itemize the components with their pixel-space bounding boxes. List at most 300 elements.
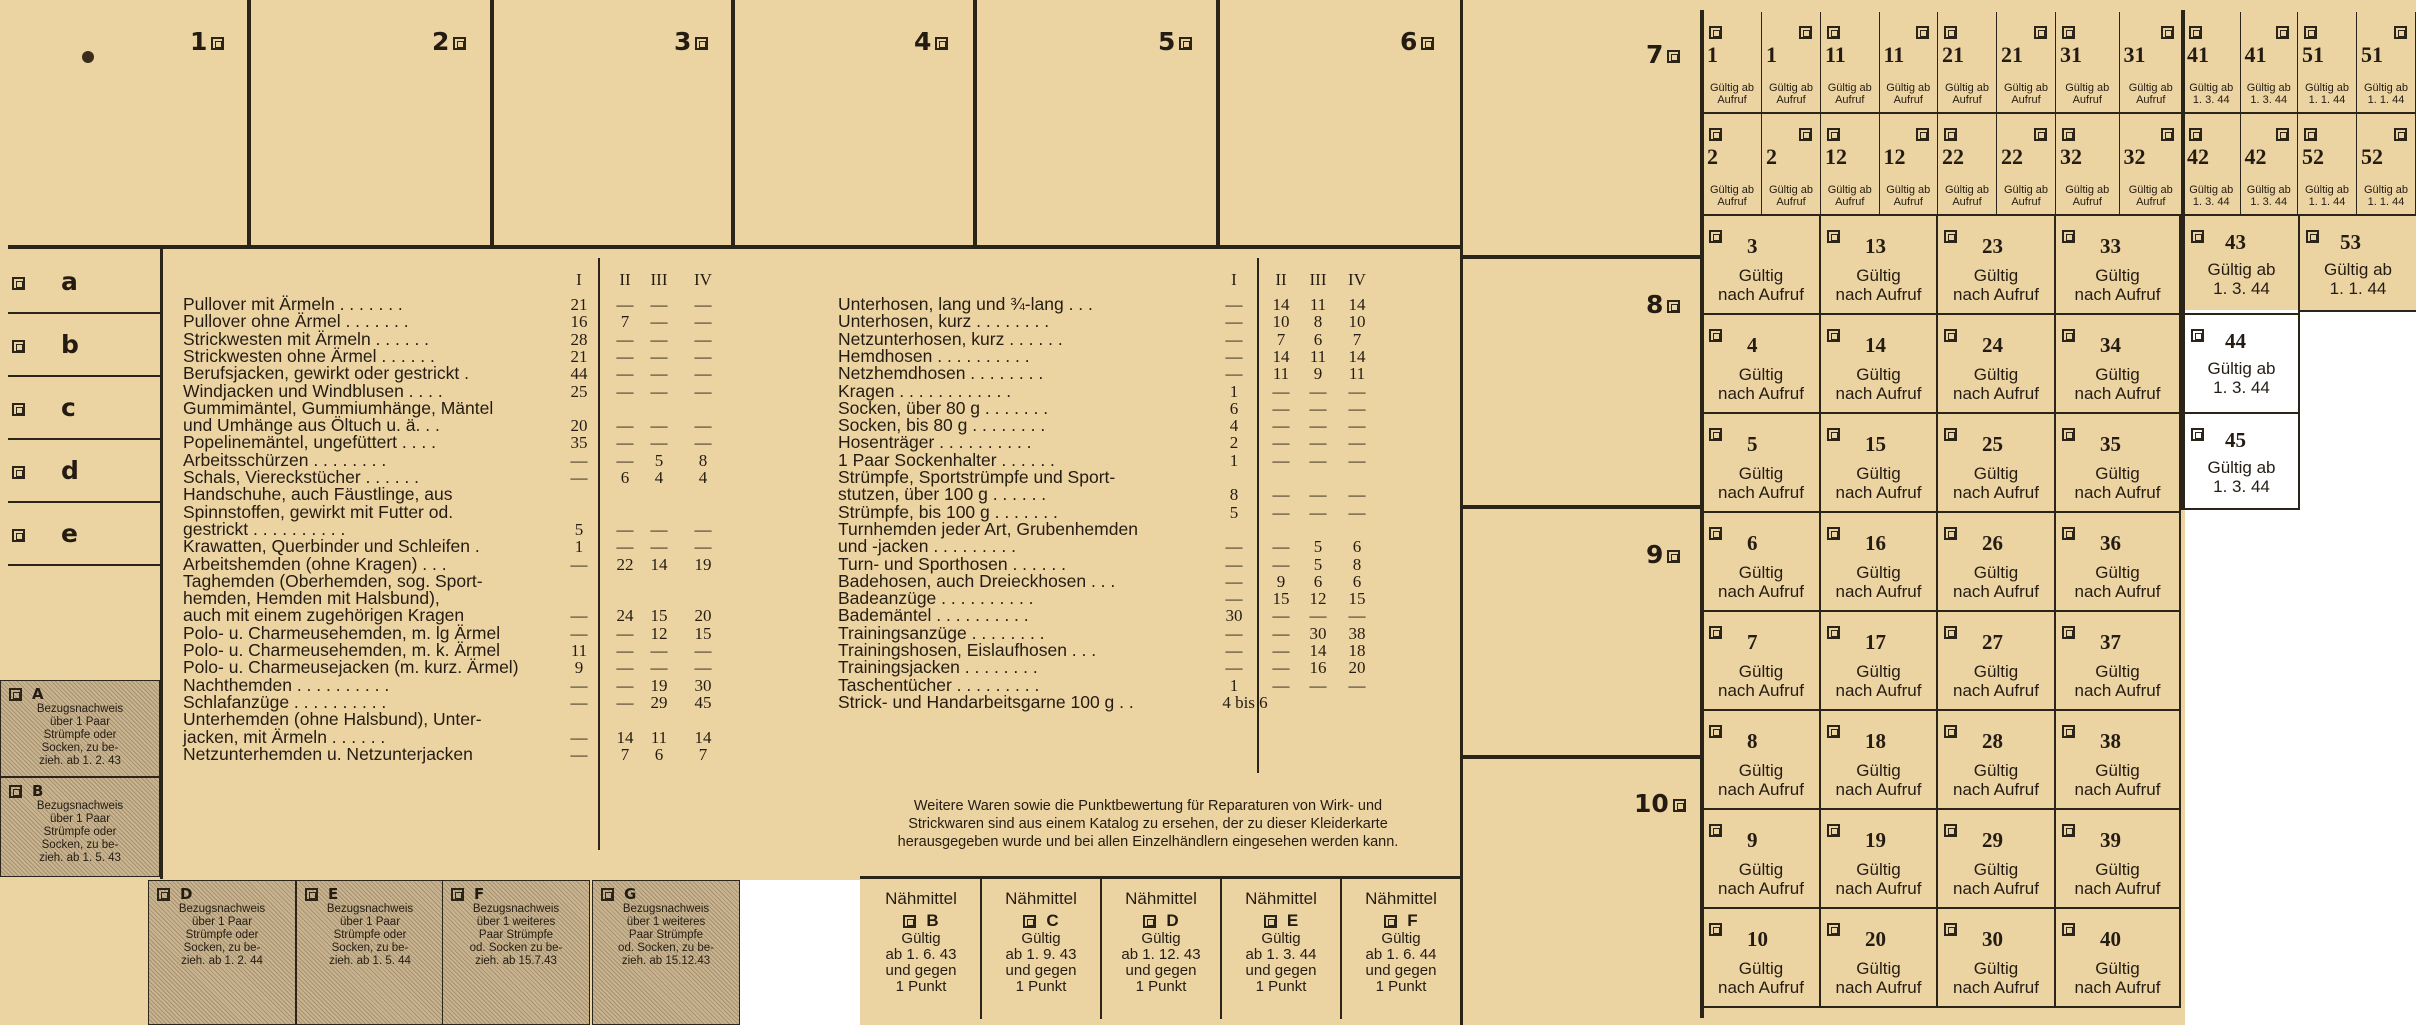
table-item-value: —	[694, 364, 712, 384]
coupon-symbol-icon	[1944, 923, 1957, 936]
table-item-value: —	[570, 727, 588, 747]
section-number-text: 7	[1646, 40, 1664, 69]
table-item-value: —	[650, 519, 668, 539]
naehmittel-line: und gegen	[885, 962, 957, 979]
table-item-label: Popelinemäntel, ungefüttert . . . .	[183, 432, 436, 453]
row-divider	[8, 501, 160, 503]
coupon-symbol-icon	[2062, 626, 2075, 639]
table-item-label: Badehosen, auch Dreieckhosen . . .	[838, 570, 1116, 591]
aufruf-coupon-symbol	[2062, 919, 2075, 938]
bezugsnachweis-line: Paar Strümpfe	[628, 929, 704, 941]
coupon-symbol-icon	[1827, 26, 1840, 39]
section-divider	[1463, 505, 1703, 509]
aufruf-coupon-text	[2056, 662, 2179, 700]
table-item-value: —	[694, 641, 712, 660]
bezugsnachweis-line: Strümpfe oder	[43, 729, 117, 741]
aufruf-coupon-symbol	[1944, 622, 1957, 641]
catalog-note-line: Strickwaren sind aus einem Katalog zu ersehen, der zu dieser Kleiderkarte	[908, 816, 1388, 832]
bezugsnachweis-line: Bezugsnachweis	[326, 903, 414, 915]
table-item-value: 16	[570, 312, 588, 332]
naehmittel-letter-text: B	[926, 911, 939, 930]
table-item-label: Taghemden (Oberhemden, sog. Sport-	[183, 570, 483, 591]
table-item-value: 1	[1229, 675, 1239, 695]
small-coupon-symbol	[1709, 22, 1722, 41]
aufruf-coupon-line: nach Aufruf	[1952, 780, 2039, 799]
aufruf-coupon	[1703, 909, 1821, 1008]
aufruf-coupon-number: 34	[2100, 333, 2121, 357]
aufruf-coupon-number: 20	[1865, 927, 1886, 951]
coupon-symbol-icon	[2276, 26, 2289, 39]
small-coupon	[1703, 114, 1762, 216]
coupon-symbol-icon	[2062, 128, 2075, 141]
small-coupon	[1821, 114, 1880, 216]
aufruf-coupon-number: 36	[2100, 531, 2121, 555]
table-item-value: 11	[1348, 364, 1366, 384]
naehmittel-line: Gültig	[1141, 930, 1181, 947]
aufruf-coupon	[1703, 513, 1821, 612]
aufruf-coupon-line: nach Aufruf	[1835, 681, 1922, 700]
small-coupon	[1880, 114, 1939, 216]
aufruf-coupon-symbol	[1827, 721, 1840, 740]
small-coupon-number: 1	[1707, 42, 1718, 67]
table-item-value: 14	[1309, 641, 1327, 660]
small-coupon-line: Gültig ab	[2363, 82, 2409, 94]
bezugsnachweis-letter	[601, 885, 636, 903]
aufruf-coupon-symbol	[2062, 622, 2075, 641]
naehmittel-letter-text: F	[1407, 911, 1418, 930]
aufruf-coupon-symbol	[1944, 325, 1957, 344]
aufruf-coupon	[1703, 810, 1821, 909]
coupon-symbol-icon	[1143, 915, 1156, 928]
aufruf-coupon-line: Gültig	[1856, 563, 1901, 582]
small-coupon-symbol	[1709, 124, 1722, 143]
table-column-header: II	[619, 270, 631, 289]
small-coupon	[1762, 114, 1821, 216]
table-item-value: 6	[1313, 571, 1323, 591]
naehmittel-coupon	[1102, 879, 1222, 1019]
coupon-symbol-icon	[1673, 799, 1686, 812]
top-box-number-text: 2	[432, 27, 450, 56]
table-item-value: 15	[1272, 589, 1290, 609]
aufruf-coupon-line: nach Aufruf	[1835, 582, 1922, 601]
table-item-label: Strickwesten mit Ärmeln . . . . . .	[183, 328, 430, 349]
bezugsnachweis-letter	[9, 685, 44, 703]
table-item-value: 8	[698, 450, 708, 470]
table-item-value: —	[650, 381, 668, 401]
coupon-symbol-icon	[1944, 626, 1957, 639]
aufruf-coupon-line: nach Aufruf	[1717, 879, 1804, 898]
naehmittel-line: ab 1. 6. 43	[885, 946, 957, 963]
table-item-value: 5	[1313, 537, 1323, 557]
table-item-value: —	[570, 744, 588, 764]
aufruf-coupon-line: nach Aufruf	[2074, 384, 2161, 403]
aufruf-coupon	[1821, 810, 1938, 909]
aufruf-coupon-symbol	[1827, 424, 1840, 443]
coupon-symbol-icon	[1264, 915, 1277, 928]
top-box-number	[190, 27, 224, 56]
small-coupon-symbol	[2276, 22, 2289, 41]
extra-coupon-symbol	[2191, 325, 2204, 344]
punch-hole	[82, 51, 94, 63]
small-coupon-line: Aufruf	[1893, 94, 1923, 106]
extra-coupon-symbol	[2191, 424, 2204, 443]
table-column-header: III	[650, 270, 668, 289]
aufruf-coupon	[2056, 810, 2181, 909]
table-item-value: —	[1272, 381, 1290, 401]
small-coupon-line: Gültig ab	[2363, 184, 2409, 196]
coupon-symbol-icon	[1709, 824, 1722, 837]
small-coupon-number: 21	[1942, 42, 1964, 67]
aufruf-coupon-text	[1821, 464, 1936, 502]
aufruf-coupon-number: 14	[1865, 333, 1886, 357]
aufruf-coupon	[1703, 216, 1821, 315]
aufruf-coupon-text	[1821, 959, 1936, 997]
aufruf-coupon-text	[1938, 761, 2054, 799]
bezugsnachweis-coupon	[0, 777, 160, 877]
top-box-divider	[490, 0, 494, 245]
table-item-value: 14	[650, 554, 668, 574]
extra-coupon-line: 1. 3. 44	[2213, 378, 2270, 397]
small-coupon-number: 31	[2123, 42, 2146, 67]
table-item-value: —	[1309, 450, 1327, 470]
naehmittel-heading: Nähmittel	[885, 889, 957, 908]
coupon-symbol-icon	[2161, 26, 2174, 39]
aufruf-coupon-line: Gültig	[1738, 860, 1784, 879]
section-divider	[1463, 255, 1703, 259]
catalog-note-line: Weitere Waren sowie die Punktbewertung für Reparaturen von Wirk- und	[913, 798, 1383, 814]
small-coupon-symbol	[1944, 124, 1957, 143]
table-item-value: 28	[570, 329, 588, 349]
row-divider	[8, 375, 160, 377]
table-item-value: 11	[1309, 295, 1327, 314]
table-item-value: 12	[650, 623, 668, 643]
small-coupon-line: Aufruf	[1776, 94, 1806, 106]
aufruf-coupon-number: 38	[2100, 729, 2121, 753]
top-box-divider	[1216, 0, 1220, 245]
extra-coupon-line: Gültig ab	[2207, 458, 2276, 477]
aufruf-coupon-line: Gültig	[2095, 464, 2140, 483]
aufruf-coupon-line: nach Aufruf	[1952, 483, 2039, 502]
small-coupon-symbol	[2276, 124, 2289, 143]
naehmittel-line: 1 Punkt	[1135, 978, 1187, 995]
table-item-value: 11	[650, 727, 668, 747]
table-item-value: —	[1348, 675, 1366, 695]
small-coupon-number: 32	[2123, 144, 2146, 169]
table-item-value: 4	[654, 468, 664, 487]
table-item-value: 9	[1276, 571, 1286, 591]
coupon-symbol-icon	[2062, 824, 2075, 837]
top-box-number-text: 6	[1400, 27, 1418, 56]
small-coupon-number: 2	[1766, 144, 1777, 169]
small-coupon	[2120, 114, 2184, 216]
bezugsnachweis-line: zieh. ab 1. 5. 43	[39, 852, 121, 864]
coupon-symbol-icon	[1709, 230, 1722, 243]
aufruf-coupon-line: Gültig	[1738, 464, 1784, 483]
table-item-value: —	[694, 519, 712, 539]
extra-coupon	[2185, 315, 2300, 414]
small-coupon-line: Gültig ab	[2304, 82, 2350, 94]
extra-coupon	[2185, 216, 2300, 315]
table-item-label: Trainingsjacken . . . . . . . .	[838, 657, 1038, 678]
aufruf-coupon-symbol	[1709, 721, 1722, 740]
table-item-value: —	[616, 433, 634, 453]
coupon-symbol-icon	[453, 37, 466, 50]
bezugsnachweis-text	[149, 903, 295, 968]
aufruf-coupon-line: nach Aufruf	[1835, 780, 1922, 799]
small-coupon-text	[1938, 82, 1996, 106]
bezugsnachweis-line: Bezugsnachweis	[622, 903, 710, 915]
small-coupon-number: 42	[2187, 144, 2209, 169]
small-coupon-line: Gültig ab	[1827, 82, 1872, 94]
table-item-value: —	[694, 329, 712, 349]
small-coupon-number: 1	[1766, 42, 1777, 67]
table-item-label: Unterhosen, lang und ¾-lang . . .	[838, 294, 1093, 314]
table-item-value: 12	[1309, 589, 1327, 609]
small-coupon-text	[1821, 184, 1879, 208]
coupon-symbol-icon	[2189, 26, 2202, 39]
coupon-symbol-icon	[2191, 428, 2204, 441]
bezugsnachweis-letter-text: E	[328, 885, 339, 903]
aufruf-coupon-line: nach Aufruf	[1717, 384, 1804, 403]
aufruf-coupon-symbol	[1944, 226, 1957, 245]
aufruf-coupon-line: Gültig	[2095, 563, 2140, 582]
table-item-label: Socken, über 80 g . . . . . . .	[838, 397, 1049, 418]
aufruf-coupon	[1938, 909, 2056, 1008]
table-item-value: 15	[650, 606, 668, 626]
coupon-symbol-icon	[2161, 128, 2174, 141]
small-coupon-text	[2298, 184, 2356, 208]
aufruf-coupon-line: nach Aufruf	[1717, 582, 1804, 601]
table-item-label: Trainingshosen, Eislaufhosen . . .	[838, 640, 1097, 660]
table-item-value: 15	[1348, 589, 1366, 609]
small-coupon-line: Gültig ab	[1709, 184, 1755, 196]
aufruf-coupon-line: Gültig	[1856, 860, 1901, 879]
bezugsnachweis-line: Strümpfe oder	[333, 929, 407, 941]
extra-coupon-line: Gültig ab	[2323, 260, 2393, 279]
table-item-label: Spinnstoffen, gewirkt mit Futter od.	[183, 501, 454, 522]
bezugsnachweis-text	[1, 703, 159, 768]
coupon-symbol-icon	[1827, 725, 1840, 738]
small-coupon-number: 31	[2060, 42, 2082, 67]
aufruf-coupon-line: Gültig	[1856, 662, 1901, 681]
table-item-value: —	[650, 364, 668, 384]
bezugsnachweis-coupon	[148, 880, 296, 1025]
small-coupon-text	[1703, 184, 1761, 208]
aufruf-coupon	[1938, 513, 2056, 612]
table-item-value: 9	[1313, 364, 1323, 384]
coupon-symbol-icon	[2062, 26, 2075, 39]
table-item-value: —	[1225, 658, 1243, 678]
coupon-symbol-icon	[157, 888, 170, 901]
table-item-value: —	[616, 346, 634, 366]
table-item-value: —	[650, 346, 668, 366]
small-coupon-line: Aufruf	[1952, 94, 1982, 106]
coupon-symbol-icon	[1827, 626, 1840, 639]
table-item-value: 6	[620, 468, 630, 487]
table-item-label: Berufsjacken, gewirkt oder gestrickt .	[183, 363, 469, 384]
coupon-symbol-icon	[1709, 329, 1722, 342]
table-item-value: —	[1348, 485, 1366, 505]
aufruf-coupon-number: 13	[1865, 234, 1886, 258]
aufruf-coupon-symbol	[1944, 820, 1957, 839]
bezugsnachweis-letter-text: D	[180, 885, 193, 903]
small-coupon-number: 2	[1707, 144, 1718, 169]
naehmittel-letter-text: D	[1166, 911, 1179, 930]
table-item-value: 25	[570, 381, 588, 401]
extra-coupon-text	[2185, 359, 2298, 397]
small-coupon-symbol	[2161, 124, 2174, 143]
aufruf-coupon-text	[1938, 959, 2054, 997]
coupon-symbol-icon	[1023, 915, 1036, 928]
aufruf-coupon-number: 33	[2100, 234, 2121, 258]
table-item-value: —	[616, 364, 634, 384]
small-coupon-line: Aufruf	[1952, 196, 1982, 208]
table-item-value: —	[1348, 381, 1366, 401]
table-item-value: 29	[650, 692, 668, 712]
naehmittel-coupon	[1222, 879, 1342, 1019]
aufruf-coupon-symbol	[2062, 424, 2075, 443]
extra-coupon-line: 1. 3. 44	[2213, 279, 2270, 298]
bezugsnachweis-line: zieh. ab 1. 5. 44	[329, 955, 411, 967]
small-coupon-line: 1. 3. 44	[2250, 94, 2288, 106]
small-coupon-symbol	[1916, 22, 1929, 41]
bezugsnachweis-line: über 1 Paar	[191, 916, 253, 928]
naehmittel-heading: Nähmittel	[1005, 889, 1077, 908]
bezugsnachweis-coupon	[296, 880, 444, 1025]
table-item-value: 10	[1272, 312, 1290, 332]
aufruf-coupon-line: Gültig	[1973, 662, 2019, 681]
aufruf-coupon	[2056, 216, 2181, 315]
aufruf-coupon	[1703, 315, 1821, 414]
small-coupon-line: Gültig ab	[1768, 184, 1814, 196]
aufruf-coupon-line: Gültig	[1738, 761, 1784, 780]
extra-coupon-line: Gültig ab	[2207, 359, 2276, 378]
aufruf-coupon-text	[2056, 563, 2179, 601]
coupon-symbol-icon	[12, 340, 25, 353]
aufruf-coupon-line: Gültig	[2095, 959, 2140, 978]
small-coupon-symbol	[2034, 124, 2047, 143]
table-item-value: —	[694, 537, 712, 557]
naehmittel-line: ab 1. 9. 43	[1005, 946, 1077, 963]
table-item-value: —	[1309, 502, 1327, 522]
small-coupon	[2241, 114, 2299, 216]
top-box-divider	[973, 0, 977, 245]
small-coupon-number: 21	[2001, 42, 2023, 67]
extra-coupon-number: 43	[2225, 230, 2246, 254]
small-coupon-line: Gültig ab	[2003, 82, 2049, 94]
small-coupon-text	[2183, 82, 2240, 106]
aufruf-coupon-text	[1703, 464, 1819, 502]
aufruf-coupon	[1938, 315, 2056, 414]
aufruf-coupon-number: 15	[1865, 432, 1886, 456]
small-coupon-text	[2241, 82, 2298, 106]
bezugsnachweis-letter	[305, 885, 338, 903]
table-item-value: —	[650, 658, 668, 678]
small-coupon-line: Gültig ab	[1709, 82, 1755, 94]
coupon-symbol-icon	[1179, 37, 1192, 50]
aufruf-coupon-text	[1703, 662, 1819, 700]
bezugsnachweis-letter-text: B	[32, 782, 44, 800]
aufruf-coupon-text	[1821, 266, 1936, 304]
aufruf-coupon-text	[2056, 761, 2179, 799]
table-item-value: —	[1272, 658, 1290, 678]
aufruf-coupon-number: 9	[1747, 828, 1758, 852]
aufruf-coupon	[2056, 315, 2181, 414]
bezugsnachweis-letter-text: A	[32, 685, 44, 703]
table-item-value: 14	[1272, 346, 1290, 366]
table-item-value: 14	[616, 727, 634, 747]
small-coupon-number: 12	[1883, 144, 1906, 169]
aufruf-coupon-line: nach Aufruf	[2074, 879, 2161, 898]
naehmittel-letter	[1222, 911, 1340, 931]
table-item-value: 30	[1309, 623, 1327, 643]
aufruf-coupon-line: nach Aufruf	[1835, 483, 1922, 502]
small-coupon-line: Aufruf	[1835, 196, 1865, 208]
aufruf-coupon-line: Gültig	[2095, 860, 2140, 879]
top-rule	[8, 245, 1460, 249]
small-coupon-line: Gültig ab	[1944, 82, 1990, 94]
aufruf-coupon-line: Gültig	[1738, 662, 1784, 681]
bezugsnachweis-line: über 1 Paar	[49, 716, 111, 728]
table-item-label: Arbeitshemden (ohne Kragen) . . .	[183, 553, 447, 574]
table-item-value: —	[1225, 312, 1243, 332]
table-item-value: —	[694, 381, 712, 401]
table-item-value: —	[650, 329, 668, 349]
aufruf-coupon	[1821, 216, 1938, 315]
table-item-value: 5	[1229, 502, 1239, 522]
coupon-symbol-icon	[2191, 329, 2204, 342]
coupon-symbol-icon	[1944, 128, 1957, 141]
table-item-value: —	[1272, 450, 1290, 470]
table-item-value: 4	[1229, 416, 1239, 436]
aufruf-coupon-symbol	[1709, 325, 1722, 344]
aufruf-coupon-line: nach Aufruf	[1952, 285, 2039, 304]
coupon-symbol-icon	[2034, 128, 2047, 141]
small-coupon-line: Aufruf	[2072, 94, 2102, 106]
table-item-label: Badeanzüge . . . . . . . . . .	[838, 588, 1034, 609]
aufruf-coupon-line: Gültig	[1738, 266, 1784, 285]
table-item-value: —	[1309, 675, 1327, 695]
coupon-symbol-icon	[2191, 230, 2204, 243]
table-item-label: stutzen, über 100 g . . . . . .	[838, 484, 1047, 505]
section-number	[1646, 540, 1680, 569]
aufruf-coupon-line: nach Aufruf	[1717, 780, 1804, 799]
table-item-value: 2	[1229, 433, 1239, 453]
table-item-value: 6	[1313, 329, 1323, 349]
table-column-header: III	[1309, 270, 1327, 289]
aufruf-coupon-symbol	[1709, 424, 1722, 443]
aufruf-coupon-number: 7	[1747, 630, 1758, 654]
table-right-border	[1460, 0, 1463, 1025]
naehmittel-coupon	[982, 879, 1102, 1019]
small-coupon-text	[1997, 82, 2055, 106]
aufruf-coupon-number: 35	[2100, 432, 2121, 456]
aufruf-coupon-text	[1703, 563, 1819, 601]
small-coupon-text	[2298, 82, 2356, 106]
aufruf-coupon-line: nach Aufruf	[1717, 681, 1804, 700]
table-item-value: —	[650, 295, 668, 314]
naehmittel-line: und gegen	[1125, 962, 1197, 979]
aufruf-coupon-line: nach Aufruf	[2074, 582, 2161, 601]
extra-coupon	[2185, 414, 2300, 510]
small-coupon-line: 1. 1. 44	[2367, 94, 2405, 106]
table-item-value: 22	[616, 554, 634, 574]
aufruf-coupon-line: Gültig	[1738, 563, 1784, 582]
aufruf-coupon	[1938, 216, 2056, 315]
small-coupon-symbol	[2394, 124, 2407, 143]
aufruf-coupon	[1821, 315, 1938, 414]
coupon-symbol-icon	[305, 888, 318, 901]
